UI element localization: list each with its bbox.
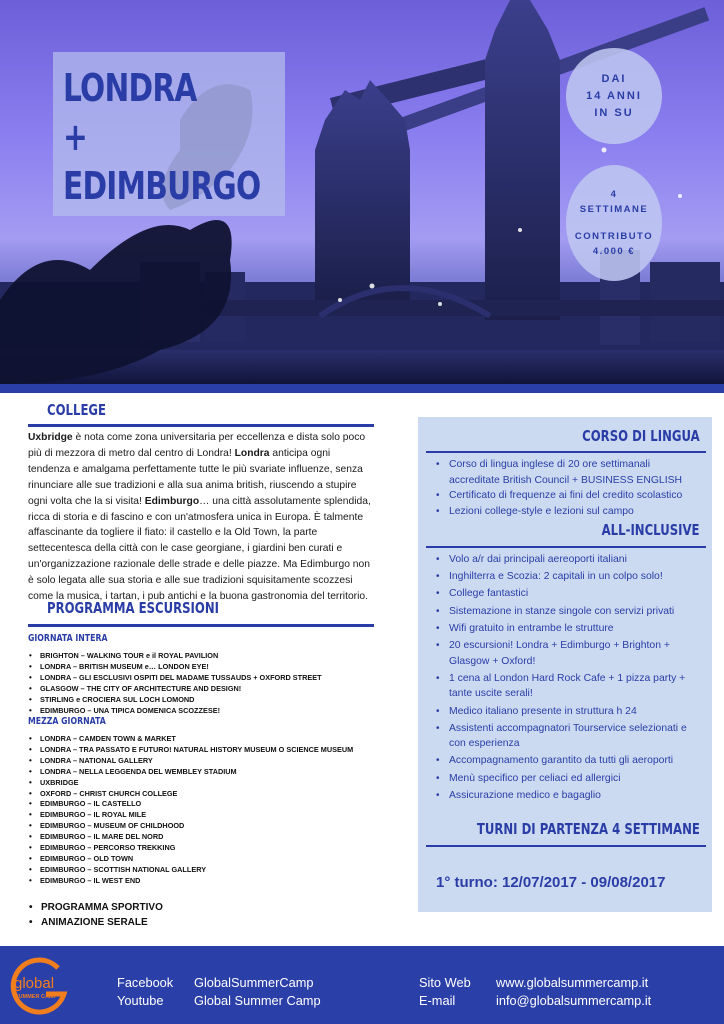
list-item: • EDIMBURGO – IL WEST END — [28, 876, 353, 887]
list-item: • Corso di lingua inglese di 20 ore settimanali accreditate British Council + BUSINESS ENGLISH — [432, 457, 702, 488]
extra-activities-list — [28, 900, 163, 930]
age-line-3: IN SU — [594, 106, 634, 119]
giornata-intera-title: GIORNATA INTERA — [28, 633, 108, 644]
list-item: • Accompagnamento garantito da tutti gli aeroporti — [432, 753, 702, 769]
list-item: • EDIMBURGO – UNA TIPICA DOMENICA SCOZZESE! — [28, 706, 322, 717]
website-label: Sito Web — [419, 975, 471, 990]
college-text-2: anticipa ogni tendenza e amalgama perfettamente tutte le più svariate influenze, senza rinunciare alle sue tradizioni e alla sua anima british, riuscendo a stupire ogni volta che la si visita! — [28, 447, 363, 507]
list-item: • OXFORD – CHRIST CHURCH COLLEGE — [28, 789, 353, 800]
youtube-label: Youtube — [117, 993, 164, 1008]
mezza-giornata-list — [28, 734, 353, 887]
list-item: • 1 cena al London Hard Rock Cafe + 1 pizza party + tante uscite serali! — [432, 671, 702, 702]
college-text-3: … una città assolutamente splendida, ricca di storia e di fascino e con un'atmosfera unica in Europa. È talmente affascinante da togliere il fiato: il castello e la Old Town, la parte settecentesca della città con le case georgiane, i giardini ben curati e un'organizzazione razionale delle strade e delle piazze. Ma Edimburgo non è solo legata alle sua storia e alle sue tradizioni squisitamente scozzesi come la musica, i tartan, i pub antichi e la buona gastronomia del territorio. — [28, 495, 371, 603]
title-plus: + — [63, 115, 88, 159]
turni-title: TURNI DI PARTENZA 4 SETTIMANE — [477, 820, 700, 838]
list-item: • EDIMBURGO – PERCORSO TREKKING — [28, 843, 353, 854]
facebook-label: Facebook — [117, 975, 174, 990]
list-item: • LONDRA – NATIONAL GALLERY — [28, 756, 353, 767]
global-summer-camp-logo — [6, 954, 72, 1020]
list-item: • EDIMBURGO – IL MARE DEL NORD — [28, 832, 353, 843]
list-item: • Assistenti accompagnatori Tourservice selezionati e con esperienza — [432, 721, 702, 752]
list-item: • PROGRAMMA SPORTIVO — [28, 900, 163, 915]
list-item: • Lezioni college-style e lezioni sul campo — [432, 504, 702, 520]
list-item: • EDIMBURGO – MUSEUM OF CHILDHOOD — [28, 821, 353, 832]
list-item: • EDIMBURGO – OLD TOWN — [28, 854, 353, 865]
list-item: • Inghilterra e Scozia: 2 capitali in un colpo solo! — [432, 569, 702, 585]
list-item: • Wifi gratuito in entrambe le strutture — [432, 621, 702, 637]
title-box — [53, 52, 285, 216]
price-value: 4.000 € — [592, 246, 636, 257]
hero-divider — [0, 384, 724, 393]
list-item: • GLASGOW – THE CITY OF ARCHITECTURE AND DESIGN! — [28, 684, 322, 695]
corso-heading — [549, 427, 700, 446]
list-item: • Assicurazione medico e bagaglio — [432, 788, 702, 804]
youtube-link[interactable]: Global Summer Camp — [194, 993, 321, 1008]
turni-heading — [414, 820, 700, 839]
turni-divider — [426, 845, 706, 847]
programma-heading — [28, 599, 374, 627]
list-item: • EDIMBURGO – SCOTTISH NATIONAL GALLERY — [28, 865, 353, 876]
footer-labels-social — [117, 974, 173, 1010]
corso-divider — [426, 451, 706, 453]
first-turn-dates: 1° turno: 12/07/2017 - 09/08/2017 — [436, 874, 666, 891]
allinclusive-divider — [426, 546, 706, 548]
list-item: • Sistemazione in stanze singole con servizi privati — [432, 604, 702, 620]
uxbridge-bold: Uxbridge — [28, 432, 73, 443]
logo-word: global — [14, 975, 55, 992]
college-text-1: è nota come zona universitaria per eccellenza e dista solo poco più di mezzora di metro dal centro di Londra! — [28, 432, 366, 459]
info-panel — [418, 417, 712, 912]
corso-title: CORSO DI LINGUA — [582, 427, 700, 445]
email-label: E-mail — [419, 993, 456, 1008]
allinclusive-title: ALL-INCLUSIVE — [602, 521, 700, 539]
footer-labels-contact — [419, 974, 471, 1010]
edimburgo-bold: Edimburgo — [144, 495, 200, 507]
list-item: • LONDRA – BRITISH MUSEUM e… LONDON EYE! — [28, 662, 322, 673]
hero-banner — [0, 0, 724, 384]
age-line-2: 14 ANNI — [586, 89, 642, 102]
website-link[interactable]: www.globalsummercamp.it — [496, 975, 649, 990]
londra-bold: Londra — [234, 447, 270, 459]
corso-list — [432, 457, 702, 520]
list-item: • UXBRIDGE — [28, 778, 353, 789]
college-title: COLLEGE — [47, 401, 107, 419]
list-item: • EDIMBURGO – IL CASTELLO — [28, 799, 353, 810]
allinclusive-heading — [574, 521, 700, 540]
giornata-intera-list — [28, 651, 322, 716]
duration-price-badge — [566, 165, 662, 281]
allinclusive-list — [432, 552, 702, 805]
list-item: • ANIMAZIONE SERALE — [28, 915, 163, 930]
footer-values-contact — [496, 974, 651, 1010]
list-item: • LONDRA – TRA PASSATO E FUTURO! NATURAL HISTORY MUSEUM O SCIENCE MUSEUM — [28, 745, 353, 756]
price-label: CONTRIBUTO — [574, 231, 654, 242]
footer-spacer — [0, 935, 724, 946]
list-item: • LONDRA – CAMDEN TOWN & MARKET — [28, 734, 353, 745]
email-link[interactable]: info@globalsummercamp.it — [496, 993, 652, 1008]
title-edinburgh: EDIMBURGO — [63, 164, 261, 208]
title-london: LONDRA — [63, 66, 197, 110]
age-line-1: DAI — [601, 72, 627, 85]
list-item: • EDIMBURGO – IL ROYAL MILE — [28, 810, 353, 821]
list-item: • Volo a/r dai principali aereoporti italiani — [432, 552, 702, 568]
list-item: • LONDRA – NELLA LEGGENDA DEL WEMBLEY STADIUM — [28, 767, 353, 778]
list-item: • Certificato di frequenze ai fini del credito scolastico — [432, 488, 702, 504]
college-description — [28, 430, 374, 605]
list-item: • STIRLING e CROCIERA SUL LOCH LOMOND — [28, 695, 322, 706]
list-item: • College fantastici — [432, 586, 702, 602]
list-item: • Medico italiano presente in struttura h 24 — [432, 704, 702, 720]
duration-unit: SETTIMANE — [579, 204, 649, 215]
list-item: • LONDRA – GLI ESCLUSIVI OSPITI DEL MADAME TUSSAUDS + OXFORD STREET — [28, 673, 322, 684]
facebook-link[interactable]: GlobalSummerCamp — [194, 975, 314, 990]
footer-values-social — [194, 974, 321, 1010]
programma-title: PROGRAMMA ESCURSIONI — [47, 599, 220, 617]
age-badge — [566, 48, 662, 144]
list-item: • Menù specifico per celiaci ed allergici — [432, 771, 702, 787]
college-heading — [28, 401, 374, 427]
logo-subtitle: SUMMER CAMP — [15, 994, 58, 1000]
duration-number: 4 — [610, 189, 618, 200]
mezza-giornata-title: MEZZA GIORNATA — [28, 716, 106, 727]
list-item: • 20 escursioni! Londra + Edimburgo + Brighton + Glasgow + Oxford! — [432, 638, 702, 669]
list-item: • BRIGHTON – WALKING TOUR e il ROYAL PAVILION — [28, 651, 322, 662]
